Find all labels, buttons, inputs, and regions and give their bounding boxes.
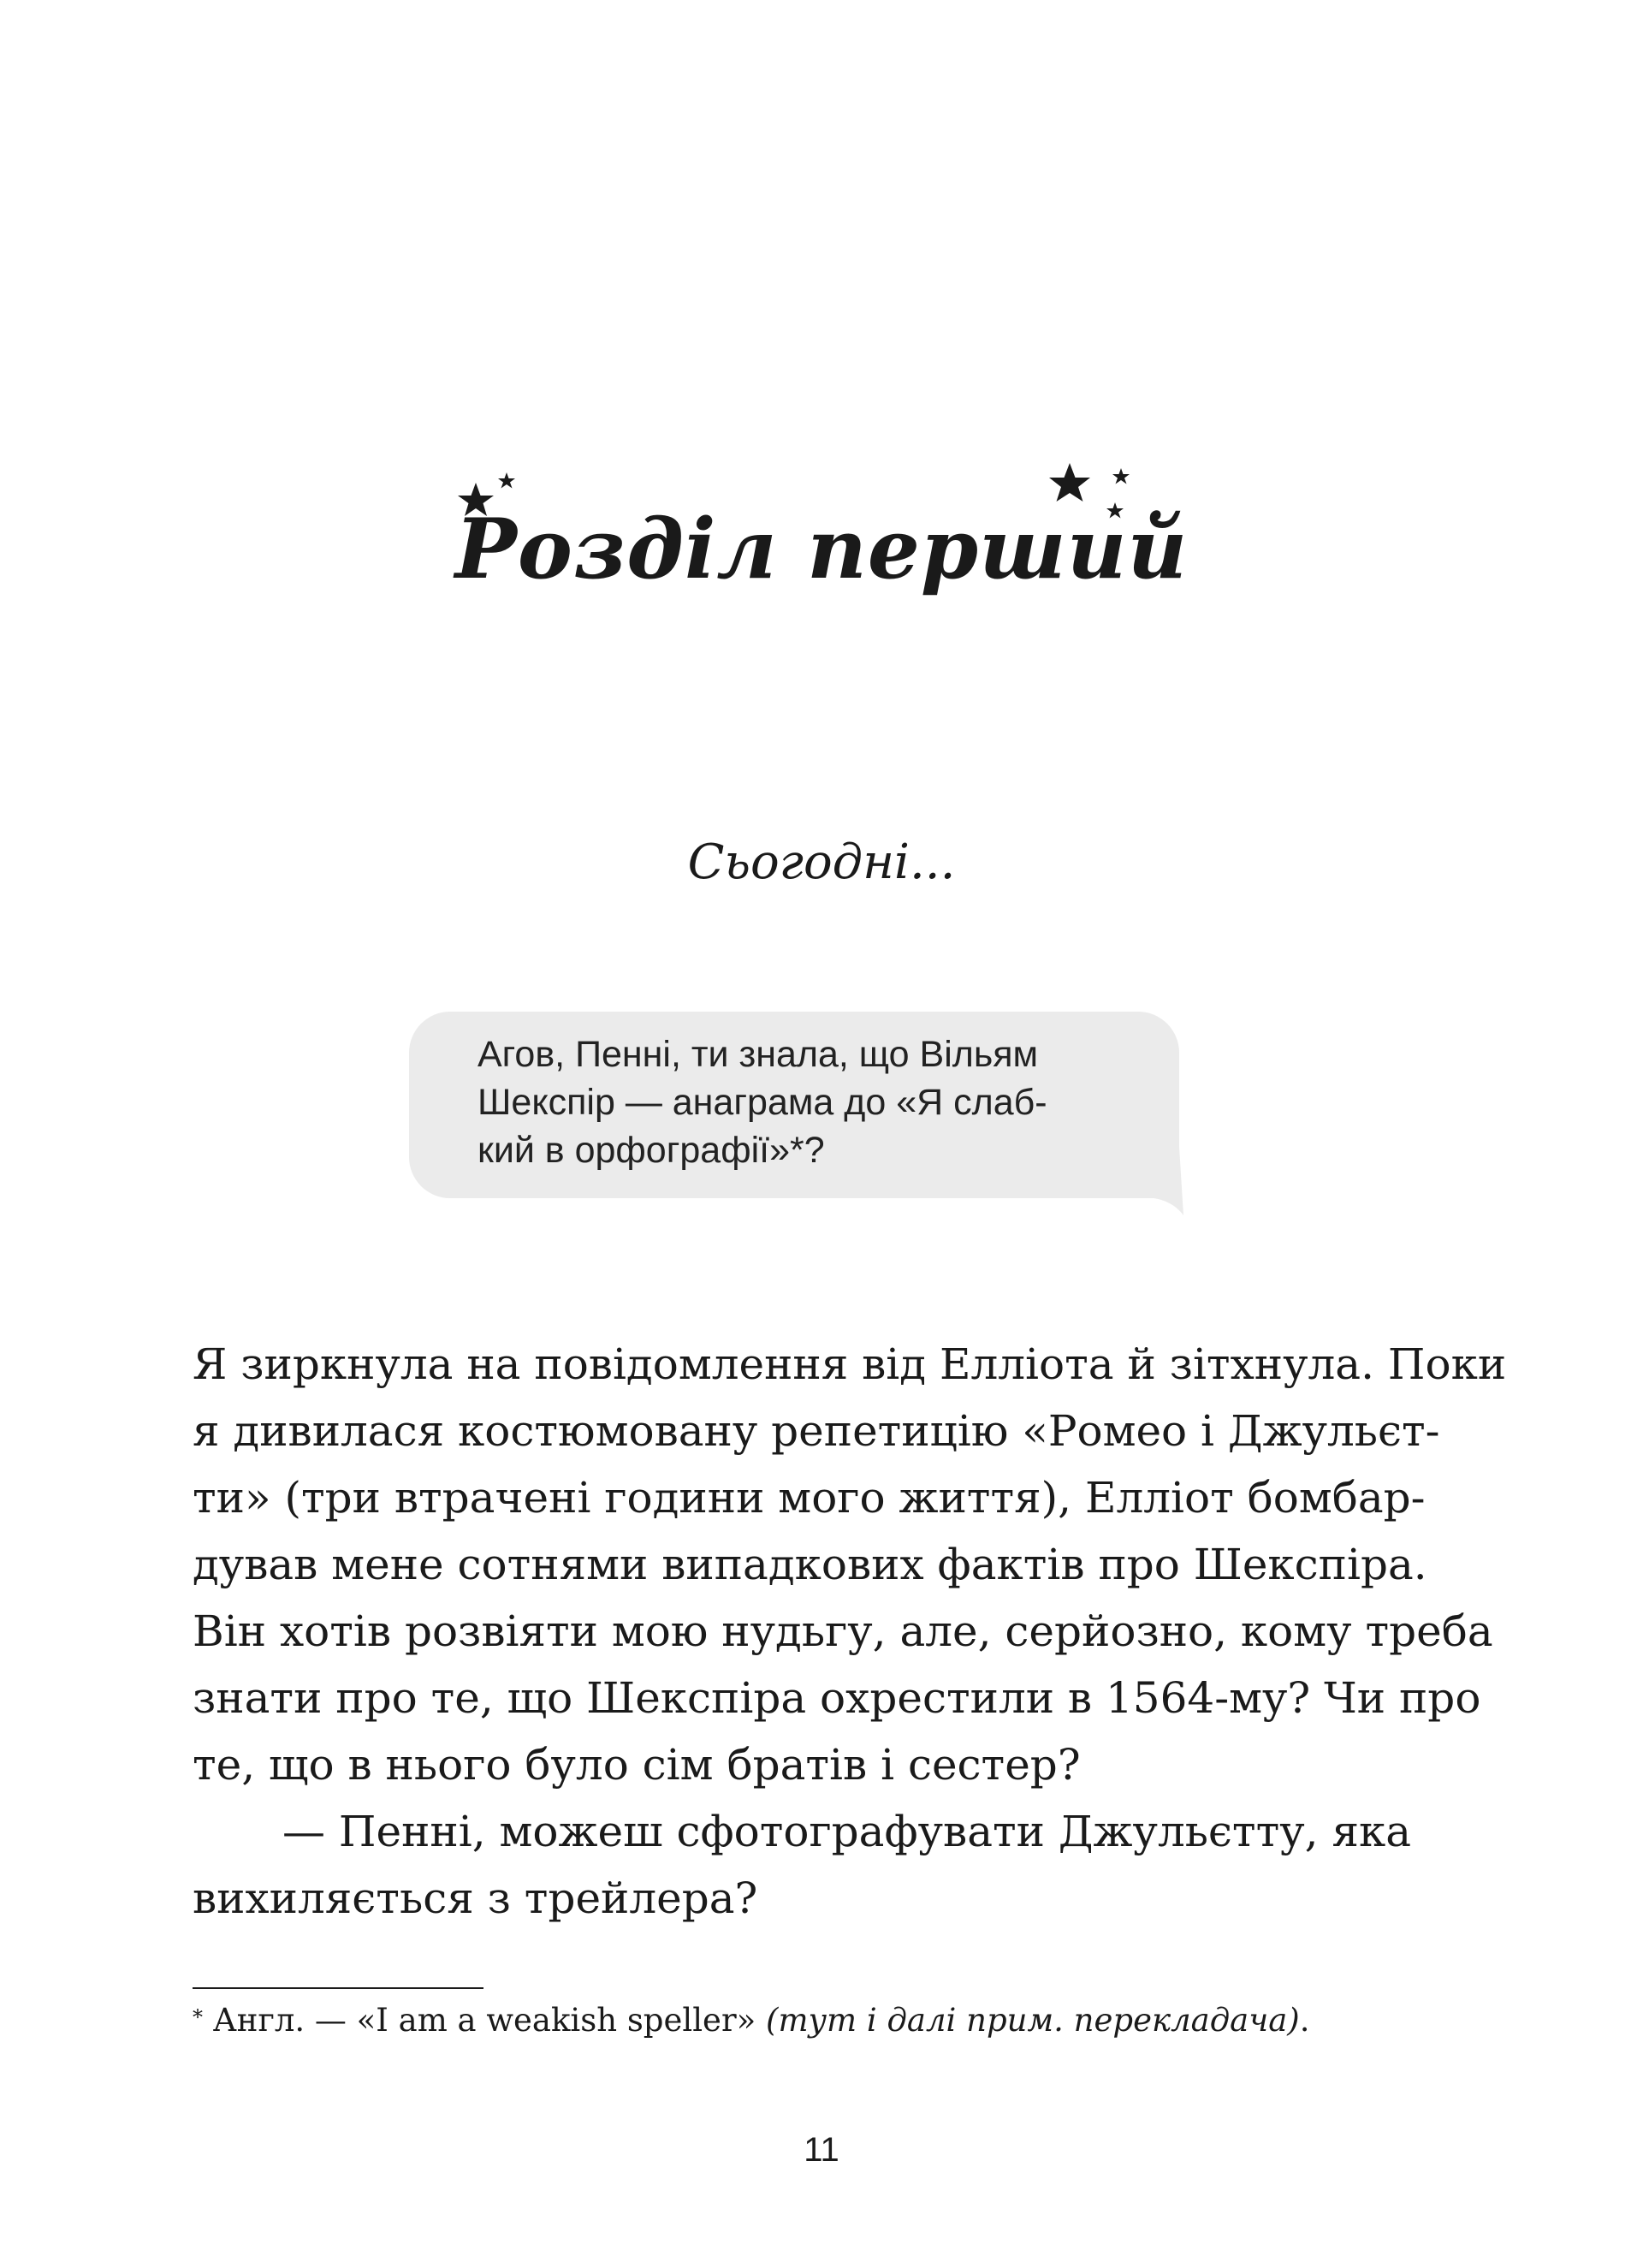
body-line: те, що в нього було сім братів і сестер?	[193, 1740, 1081, 1790]
message-bubble	[409, 1012, 1179, 1198]
chapter-title: Розділ перший	[454, 501, 1189, 597]
chapter-subtitle: Сьогодні...	[687, 834, 956, 890]
footnote-marker: *	[193, 2005, 203, 2029]
body-text	[193, 1331, 1507, 1932]
page-number: 11	[804, 2131, 839, 2169]
body-line: — Пенні, можеш сфотографувати Джульєтту, яка	[282, 1807, 1412, 1856]
message-line: Агов, Пенні, ти знала, що Вільям	[477, 1034, 1039, 1075]
star-small-icon	[498, 472, 515, 489]
message-line: кий в орфографії»*?	[477, 1130, 825, 1171]
footnote-end: .	[1299, 2002, 1310, 2039]
footnote	[193, 1998, 1433, 2043]
body-line: дував мене сотнями випадкових фактів про Шекспіра.	[193, 1540, 1427, 1589]
body-line: вихиляється з трейлера?	[193, 1873, 758, 1923]
body-line: ти» (три втрачені години мого життя), Елліот бомбар-	[193, 1473, 1426, 1523]
star-large-icon	[1049, 463, 1090, 502]
footnote-text: Англ. — «I am a weakish speller»	[203, 2002, 767, 2039]
message-line: Шекспір — анаграма до «Я слаб-	[477, 1082, 1047, 1123]
star-small-icon	[1112, 468, 1130, 484]
message-bubble-tail	[1154, 1147, 1183, 1215]
body-line: знати про те, що Шекспіра охрестили в 1564-му? Чи про	[193, 1673, 1481, 1723]
body-line: Я зиркнула на повідомлення від Елліота й зітхнула. Поки	[193, 1339, 1507, 1389]
footnote-divider	[193, 1987, 483, 1989]
footnote-italic-text: (тут і далі прим. перекладача)	[766, 2002, 1300, 2039]
body-line: я дивилася костюмовану репетицію «Ромео і Джульєт-	[193, 1406, 1440, 1456]
body-line: Він хотів розвіяти мою нудьгу, але, серйозно, кому треба	[193, 1606, 1493, 1656]
